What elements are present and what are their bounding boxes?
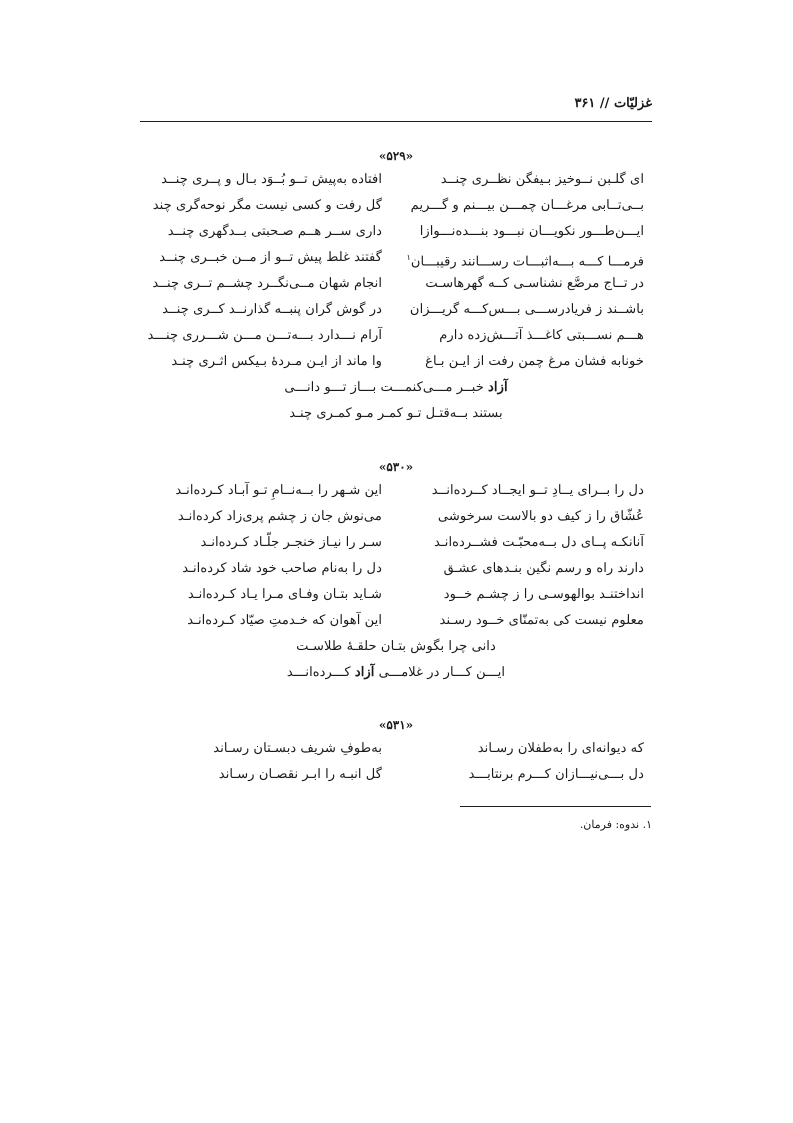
hemistich-second: می‌نوش جان ز چشم پری‌زاد کرده‌انـد bbox=[177, 509, 382, 524]
poem-529 bbox=[140, 145, 652, 427]
hemistich-second: گل انبـه را ابـر نقصـان رسـاند bbox=[218, 767, 382, 782]
couplet bbox=[140, 193, 652, 219]
hemistich-second: دل را به‌نام صاحب خود شاد کرده‌انـد bbox=[182, 561, 382, 576]
hemistich-second: افتاده به‌پیش تــو بُــوَد بـال و پــری چنــد bbox=[161, 172, 382, 187]
footnote-rule bbox=[460, 806, 651, 807]
hemistich-first: باشــند ز فریادرســـی بـــس‌کـــه گریـــزان bbox=[409, 302, 644, 317]
couplet bbox=[140, 478, 652, 504]
hemistich-first: که دیوانه‌ای را به‌طفلان رسـاند bbox=[477, 741, 644, 756]
hemistich-second: انجام شهان مــی‌نگــرد چشــم تــری چنــد bbox=[152, 276, 382, 291]
poem-number: «۵۲۹» bbox=[378, 149, 414, 163]
couplet bbox=[140, 271, 652, 297]
hemistich-first: ای گلـبن نــوخیز بـیفگن نظــری چنــد bbox=[440, 172, 644, 187]
couplet bbox=[140, 219, 652, 245]
hemistich-first: عُشّاق را ز کیف دو بالاست سرخوشی bbox=[437, 509, 644, 524]
couplet bbox=[140, 504, 652, 530]
hemistich-first: دارند راه و رسم نگین بنـدهای عشـق bbox=[443, 561, 644, 576]
hemistich-second: آرام نـــدارد بـــه‌تـــن مـــن شـــرری چنـــد bbox=[147, 328, 382, 343]
running-title: غزلیّات // ۳۶۱ bbox=[574, 96, 652, 111]
poet-name: آزاد bbox=[354, 665, 375, 680]
poem-number: «۵۳۰» bbox=[378, 460, 414, 474]
hemistich-first: دل را بــرای یــادِ تــو ایجــاد کــرده‌انــد bbox=[431, 483, 644, 498]
couplet bbox=[140, 556, 652, 582]
final-text: خبــر مـــی‌کنمـــت بـــاز تـــو دانـــی bbox=[284, 380, 489, 395]
hemistich-first: انداختنـد بوالهوسـی را ز چشـم خــود bbox=[443, 587, 644, 602]
hemistich-first: معلوم نیست کی به‌تمنّای خــود رسـند bbox=[439, 613, 644, 628]
hemistich-first: هـــم نســـبتی کاغـــذ آتـــش‌زده دارم bbox=[439, 328, 644, 343]
poem-531 bbox=[140, 714, 652, 788]
final-text-post: کـــرده‌انـــد bbox=[286, 665, 355, 680]
final-text-pre: ایـــن کـــار در غلامـــی bbox=[374, 665, 506, 680]
hemistich-second: شـاید بتـان وفـای مـرا یـاد کـرده‌انـد bbox=[187, 587, 382, 602]
footnote: ۱. ندوه: فرمان. bbox=[579, 818, 652, 831]
hemistich-second: در گوش گران پنبــه گذارنــد کــری چنــد bbox=[162, 302, 382, 317]
header-rule bbox=[140, 121, 652, 122]
hemistich-first: در تــاج مرصَّع نشناسـی کــه گهرهاسـت bbox=[425, 276, 644, 291]
hemistich-first: دل بـــی‌نیـــازان کـــرم برنتابـــد bbox=[468, 767, 644, 782]
couplet bbox=[140, 323, 652, 349]
couplet bbox=[140, 762, 652, 788]
couplet bbox=[140, 736, 652, 762]
hemistich-second: گل رفت و کسی نیست مگر نوحه‌گری چند bbox=[152, 198, 382, 213]
hemistich-second: این آهوان که خـدمتِ صیّاد کـرده‌انـد bbox=[187, 613, 382, 628]
final-couplet-line2: بستند بــه‌قتـل تـو کمـر مـو کمـری چنـد bbox=[289, 406, 503, 421]
hemistich-first-text: فرمـــا کـــه بـــه‌اثبـــات رســـانند رقیبـــان bbox=[410, 254, 644, 270]
hemistich-second: سـر را نیـاز خنجـر جلّـاد کـرده‌انـد bbox=[200, 535, 382, 550]
running-header bbox=[140, 96, 652, 120]
poem-530 bbox=[140, 456, 652, 686]
couplet bbox=[140, 608, 652, 634]
hemistich-second: به‌طوفِ شریف دبسـتان رسـاند bbox=[213, 741, 382, 756]
footnote-marker: ۱ bbox=[406, 253, 411, 262]
hemistich-first: بــی‌تــابی مرغـــان چمـــن بیـــنم و گـــریم bbox=[410, 198, 644, 213]
hemistich-first: خونابه فشان مرغ چمن رفت از ایـن بـاغ bbox=[425, 354, 644, 369]
final-couplet-line1: دانی چرا بگوش بتـان حلقـهٔ طلاسـت bbox=[296, 639, 496, 654]
hemistich-second: وا ماند از ایـن مـردهٔ بـیکس اثـری چنـد bbox=[171, 354, 382, 369]
couplet bbox=[140, 530, 652, 556]
couplet bbox=[140, 297, 652, 323]
hemistich-second: این شـهر را بــه‌نــامِ تـو آبـاد کـرده‌انـد bbox=[175, 483, 382, 498]
poet-name: آزاد bbox=[488, 380, 508, 395]
hemistich-first: ایـــن‌طـــور نکویـــان نبـــود بنـــده‌نـــوازا bbox=[419, 224, 644, 239]
couplet bbox=[140, 167, 652, 193]
couplet bbox=[140, 582, 652, 608]
hemistich-first: آنانکـه پــای دل بــه‌محبّـت فشــرده‌انـد bbox=[433, 535, 644, 550]
final-couplet-line2 bbox=[140, 660, 652, 686]
couplet bbox=[140, 349, 652, 375]
final-couplet-line1 bbox=[140, 375, 652, 401]
couplet bbox=[140, 245, 652, 271]
poem-number: «۵۳۱» bbox=[378, 718, 414, 732]
hemistich-second: گفتند غلط پیش تــو از مــن خبــری چنــد bbox=[159, 250, 382, 265]
hemistich-second: داری ســر هــم صـحبتی بــدگهری چنــد bbox=[167, 224, 382, 239]
